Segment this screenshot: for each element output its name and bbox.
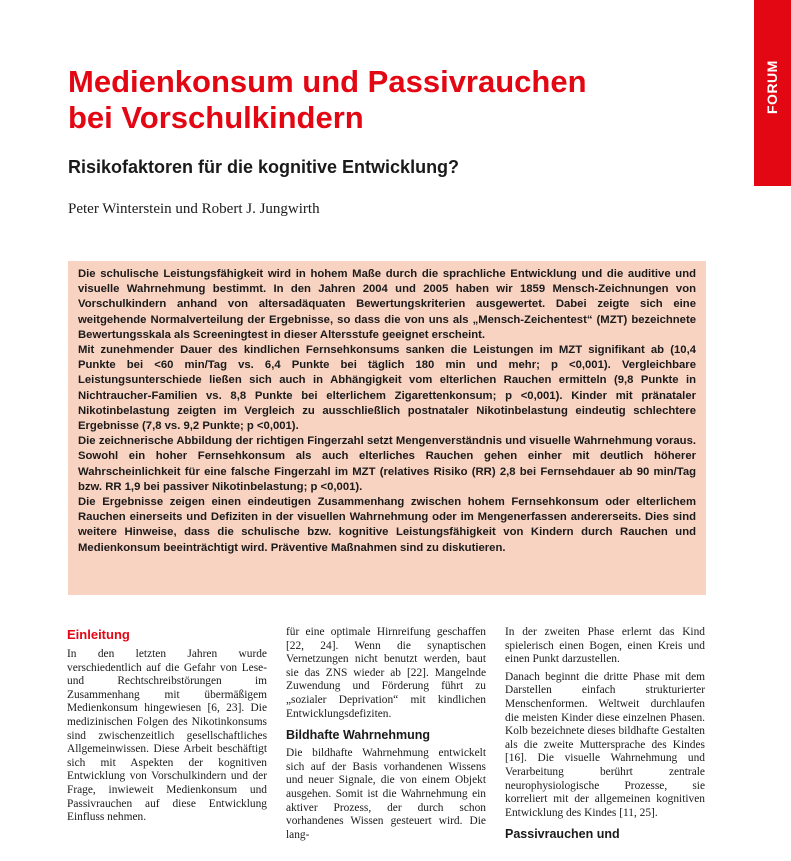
body-paragraph: Danach beginnt die dritte Phase mit dem Darstellen einfach strukturierter Menschenformen. Weltweit durchlaufen die meisten Kinder diese einzelnen Phasen. Kolb bezeichnete dieses bildhafte Gestalten als die zweite Muttersprache des Kindes [16]. Die visuelle Wahrnehmung und Verarbeitung berührt zentrale neurophysiologische Prozesse, sie korreliert mit der allgemeinen kognitiven Entwicklung des Kindes [11, 25]. xyxy=(505,670,705,819)
body-paragraph: In den letzten Jahren wurde verschiedentlich auf die Gefahr von Lese- und Rechtschreibstörungen im Zusammenhang mit übermäßigem Medienkonsum hingewiesen [6, 23]. Die medizinischen Folgen des Nikotinkonsums sind zwischenzeitlich gesellschaftliches Allgemeinwissen. Diese Arbeit beschäftigt sich mit Aspekten der kognitiven Entwicklung von Vorschulkindern und der Frage, inwieweit Medienkonsum und Passivrauchen auf diese Entwicklung Einfluss nehmen. xyxy=(67,648,267,824)
title-line-1: Medienkonsum und Passivrauchen xyxy=(68,64,587,99)
abstract-paragraph: Die Ergebnisse zeigen einen eindeutigen Zusammenhang zwischen hohem Fernsehkonsum oder elterlichem Rauchen einerseits und Defiziten in der visuellen Wahrnehmung oder im Mengenerfassen andererseits. Dies sind weitere Hinweise, dass die schulische bzw. kognitive Leistungsfähigkeit von Kindern durch Rauchen und Medienkonsum beeinträchtigt wird. Präventive Maßnahmen sind zu diskutieren. xyxy=(78,496,696,554)
section-heading-passivrauchen: Passivrauchen und xyxy=(505,827,620,842)
section-tab-label: FORUM xyxy=(764,60,780,114)
article-authors: Peter Winterstein und Robert J. Jungwirth xyxy=(68,201,320,217)
article-subtitle: Risikofaktoren für die kognitive Entwicklung? xyxy=(68,157,460,177)
abstract-box xyxy=(68,261,706,595)
section-heading-einleitung: Einleitung xyxy=(67,627,130,642)
article-title xyxy=(68,64,728,136)
body-column-1 xyxy=(67,626,267,861)
abstract-paragraph: Mit zunehmender Dauer des kindlichen Fernsehkonsums sanken die Leistungen im MZT signifikant ab (10,4 Punkte bei <60 min/Tag vs. 6,4 Punkte bei täglich 180 min und mehr; p <0,001). Vergleichbare Leistungsunterschiede ließen sich auch in Abhängigkeit vom elterlichen Rauchen ermitteln (9,8 Punkte in Nichtraucher-Familien vs. 8,8 Punkte bei elterlichem Zigarettenkonsum; p <0,001). Kinder mit pränataler Nikotinbelastung zeigten im Vergleich zu ausschließlich postnataler Nikotinbelastung eindeutig schlechtere Ergebnisse (7,8 vs. 9,2 Punkte; p <0,001). xyxy=(78,344,696,433)
body-column-3 xyxy=(505,626,705,861)
body-paragraph: für eine optimale Hirnreifung geschaffen [22, 24]. Wenn die synaptischen Vernetzungen nicht benutzt werden, baut sie das ZNS wieder ab [22]. Mangelnde Zuwendung und Förderung führt zu „sozialer Deprivation“ mit kindlichen Entwicklungsdefiziten. xyxy=(286,626,486,720)
abstract-paragraph: Die zeichnerische Abbildung der richtigen Fingerzahl setzt Mengenverständnis und visuelle Wahrnehmung voraus. Sowohl ein hoher Fernsehkonsum als auch elterliches Rauchen gehen einher mit deutlich höherer Wahrscheinlichkeit für eine falsche Fingerzahl im MZT (relatives Risiko (RR) 2,8 bei Fernsehdauer ab 90 min/Tag bzw. RR 1,9 bei passiver Nikotinbelastung; p <0,001). xyxy=(78,435,696,493)
section-heading-bildhafte-wahrnehmung: Bildhafte Wahrnehmung xyxy=(286,728,430,743)
title-line-2: bei Vorschulkindern xyxy=(68,100,364,135)
body-paragraph: Die bildhafte Wahrnehmung entwickelt sich auf der Basis vorhandenen Wissens und neuer Signale, die von einem Objekt ausgehen. Somit ist die Wahrnehmung ein aktiver Prozess, der durch schon vorhandenes Wissen gesteuert wird. Die lang- xyxy=(286,747,486,841)
abstract-paragraph: Die schulische Leistungsfähigkeit wird in hohem Maße durch die sprachliche Entwicklung und die auditive und visuelle Wahrnehmung bestimmt. In den Jahren 2004 und 2005 haben wir 1859 Mensch-Zeichnungen von Vorschulkindern anhand von altersadäquaten Bewertungskriterien ausgewertet. Dabei zeigte sich eine weitgehende Normalverteilung der Ergebnisse, so dass die von uns als „Mensch-Zeichentest“ (MZT) bezeichnete Bewertungsskala als Screeningtest in dieser Altersstufe geeignet erscheint. xyxy=(78,268,696,341)
body-paragraph: In der zweiten Phase erlernt das Kind spielerisch einen Bogen, einen Kreis und einen Punkt darzustellen. xyxy=(505,626,705,666)
body-column-2 xyxy=(286,626,486,861)
